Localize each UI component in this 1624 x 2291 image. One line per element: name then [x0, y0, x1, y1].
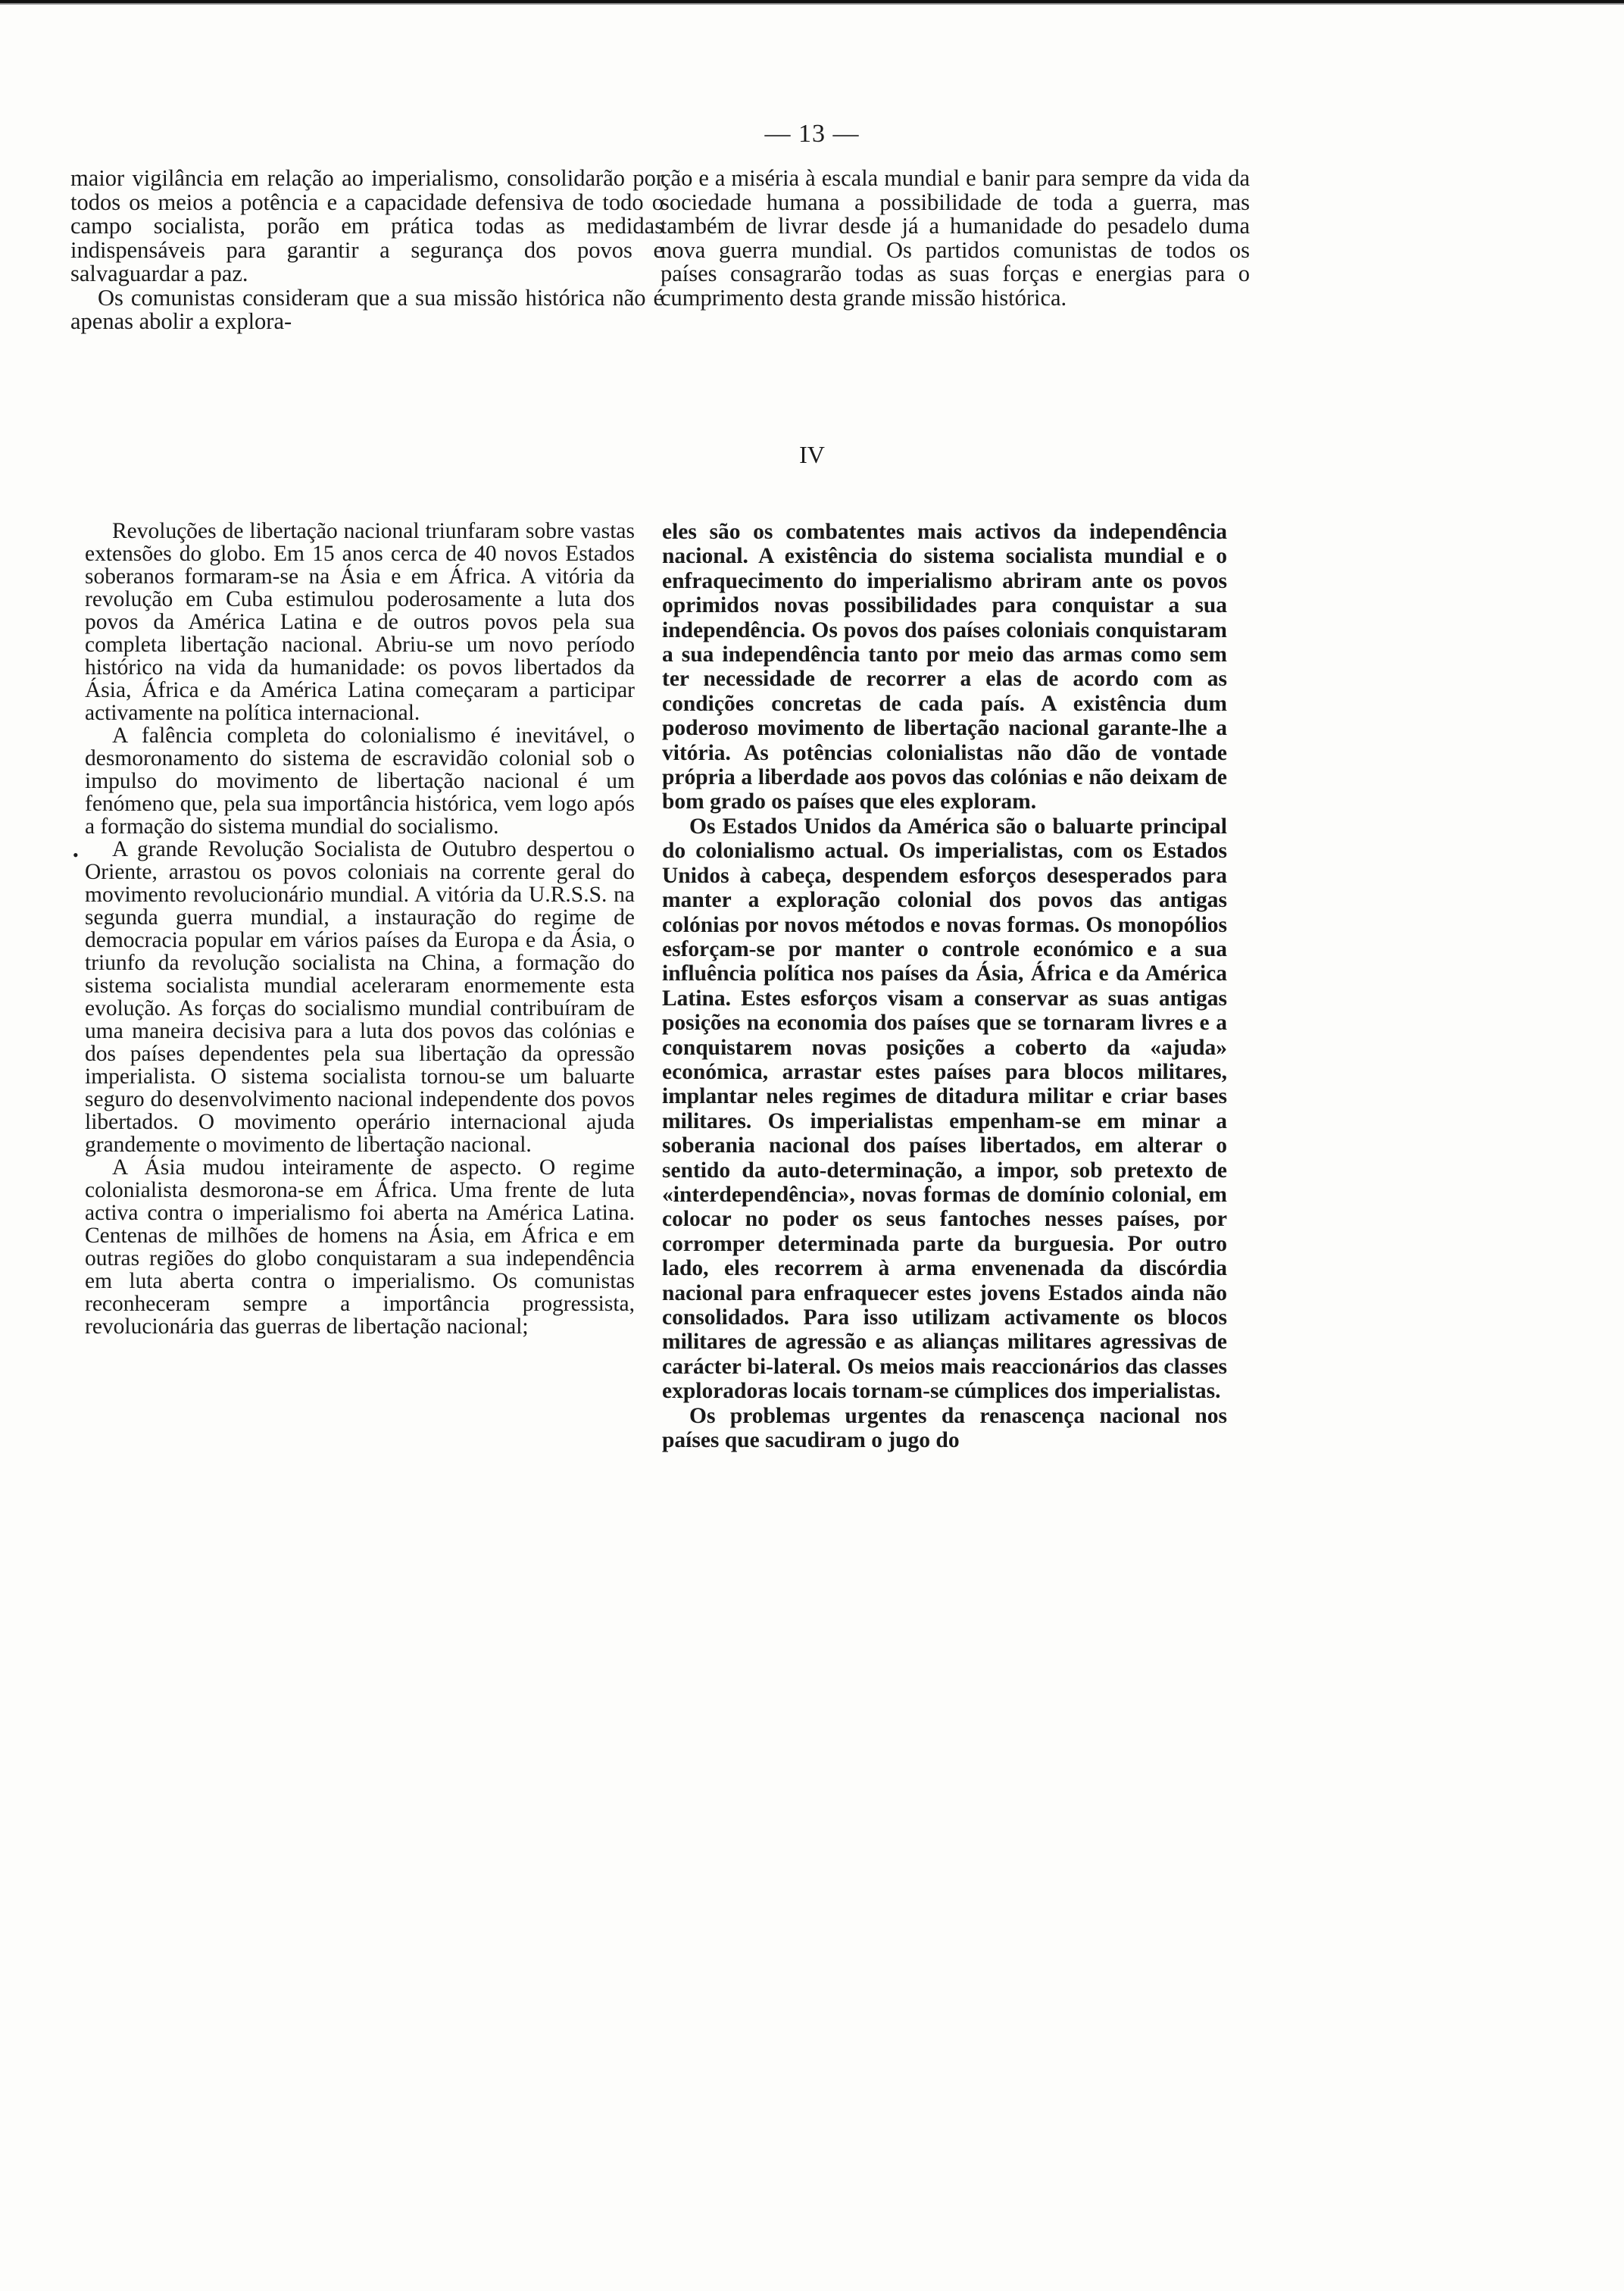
scan-top-rule	[0, 0, 1624, 11]
paragraph: A Ásia mudou inteiramente de aspecto. O regime colonialista desmorona-se em África. Uma frente de luta activa contra o imperialismo foi aberta na América Latina. Centenas de milhões de homens na Ásia, em África e em outras regiões do globo conquistaram a sua independência em luta aberta contra o imperialismo. Os comunistas reconheceram sempre a importância progressista, revolucionária das guerras de libertação nacional;	[85, 1155, 635, 1339]
top-right-column	[661, 167, 1250, 310]
section-heading: IV	[799, 441, 825, 468]
paragraph: ção e a miséria à escala mundial e banir para sempre da vida da sociedade humana a possibilidade de toda a guerra, mas também de livrar desde já a humanidade do pesadelo duma nova guerra mundial. Os partidos comunistas de todos os países consagrarão todas as suas forças e energias para o cumprimento desta grande missão histórica.	[661, 165, 1250, 311]
paragraph: maior vigilância em relação ao imperialismo, consolidarão por todos os meios a potência e a capacidade defensiva de todo o campo socialista, porão em prática todas as medidas indispensáveis para garantir a segurança dos povos e salvaguardar a paz.	[70, 165, 664, 286]
paragraph: Os comunistas consideram que a sua missão histórica não é apenas abolir a explora-	[70, 284, 664, 334]
paragraph: Os Estados Unidos da América são o baluarte principal do colonialismo actual. Os imperialistas, com os Estados Unidos à cabeça, despendem esforços desesperados para manter a exploração colonial dos povos das antigas colónias por novos métodos e novas formas. Os monopólios esforçam-se por manter o controle económico e a sua influência política nos países da Ásia, África e da América Latina. Estes esforços visam a conservar as suas antigas posições na economia dos países que se tornaram livres e a conquistarem novas posições a coberto da «ajuda» económica, arrastar estes países para blocos militares, implantar neles regimes de ditadura militar e criar bases militares. Os imperialistas empenham-se em minar a soberania nacional dos países libertados, em alterar o sentido da auto-determinação, a impor, sob pretexto de «interdependência», novas formas de domínio colonial, em colocar no poder os seus fantoches nesses países, por corromper determinada parte da burguesia. Por outro lado, eles recorrem à arma envenenada da discórdia nacional para enfraquecer estes jovens Estados ainda não consolidados. Para isso utilizam activamente os blocos militares de agressão e as alianças militares agressivas de carácter bi-lateral. Os meios mais reaccionários das classes exploradoras locais tornam-se cúmplices dos imperialistas.	[662, 814, 1227, 1404]
paragraph: Revoluções de libertação nacional triunfaram sobre vastas extensões do globo. Em 15 anos cerca de 40 novos Estados soberanos formaram-se na Ásia e em África. A vitória da revolução em Cuba estimulou poderosamente a luta dos povos da América Latina e de outros povos pela sua completa libertação nacional. Abriu-se um novo período histórico na vida da humanidade: os povos libertados da Ásia, África e da América Latina começaram a participar activamente na política internacional.	[85, 519, 635, 725]
left-column	[85, 520, 635, 1338]
margin-dot: •	[73, 845, 79, 864]
page-number: — 13 —	[764, 120, 860, 148]
top-left-column	[70, 167, 664, 334]
paragraph: Os problemas urgentes da renascença nacional nos países que sacudiram o jugo do	[662, 1403, 1227, 1453]
right-column	[662, 520, 1227, 1452]
paragraph: A grande Revolução Socialista de Outubro despertou o Oriente, arrastou os povos coloniais na corrente geral do movimento revolucionário mundial. A vitória da U.R.S.S. na segunda guerra mundial, a instauração do regime de democracia popular em vários países da Europa e da Ásia, o triunfo da revolução socialista na China, a formação do sistema socialista mundial aceleraram enormemente esta evolução. As forças do socialismo mundial contribuíram de uma maneira decisiva para a luta dos povos das colónias e dos países dependentes pela sua libertação da opressão imperialista. O sistema socialista tornou-se um baluarte seguro do desenvolvimento nacional independente dos povos libertados. O movimento operário internacional ajuda grandemente o movimento de libertação nacional.	[85, 837, 635, 1157]
paragraph: eles são os combatentes mais activos da independência nacional. A existência do sistema socialista mundial e o enfraquecimento do imperialismo abriram ante os povos oprimidos novas possibilidades para conquistar a sua independência. Os povos dos países coloniais conquistaram a sua independência tanto por meio das armas como sem ter necessidade de recorrer a elas de acordo com as condições concretas de cada país. A existência dum poderoso movimento de libertação nacional garante-lhe a vitória. As potências colonialistas não dão de vontade própria a liberdade aos povos das colónias e não deixam de bom grado os países que eles exploram.	[662, 520, 1227, 814]
paragraph: A falência completa do colonialismo é inevitável, o desmoronamento do sistema de escravidão colonial sob o impulso do movimento de libertação nacional é um fenómeno que, pela sua importância histórica, vem logo após a formação do sistema mundial do socialismo.	[85, 724, 635, 839]
